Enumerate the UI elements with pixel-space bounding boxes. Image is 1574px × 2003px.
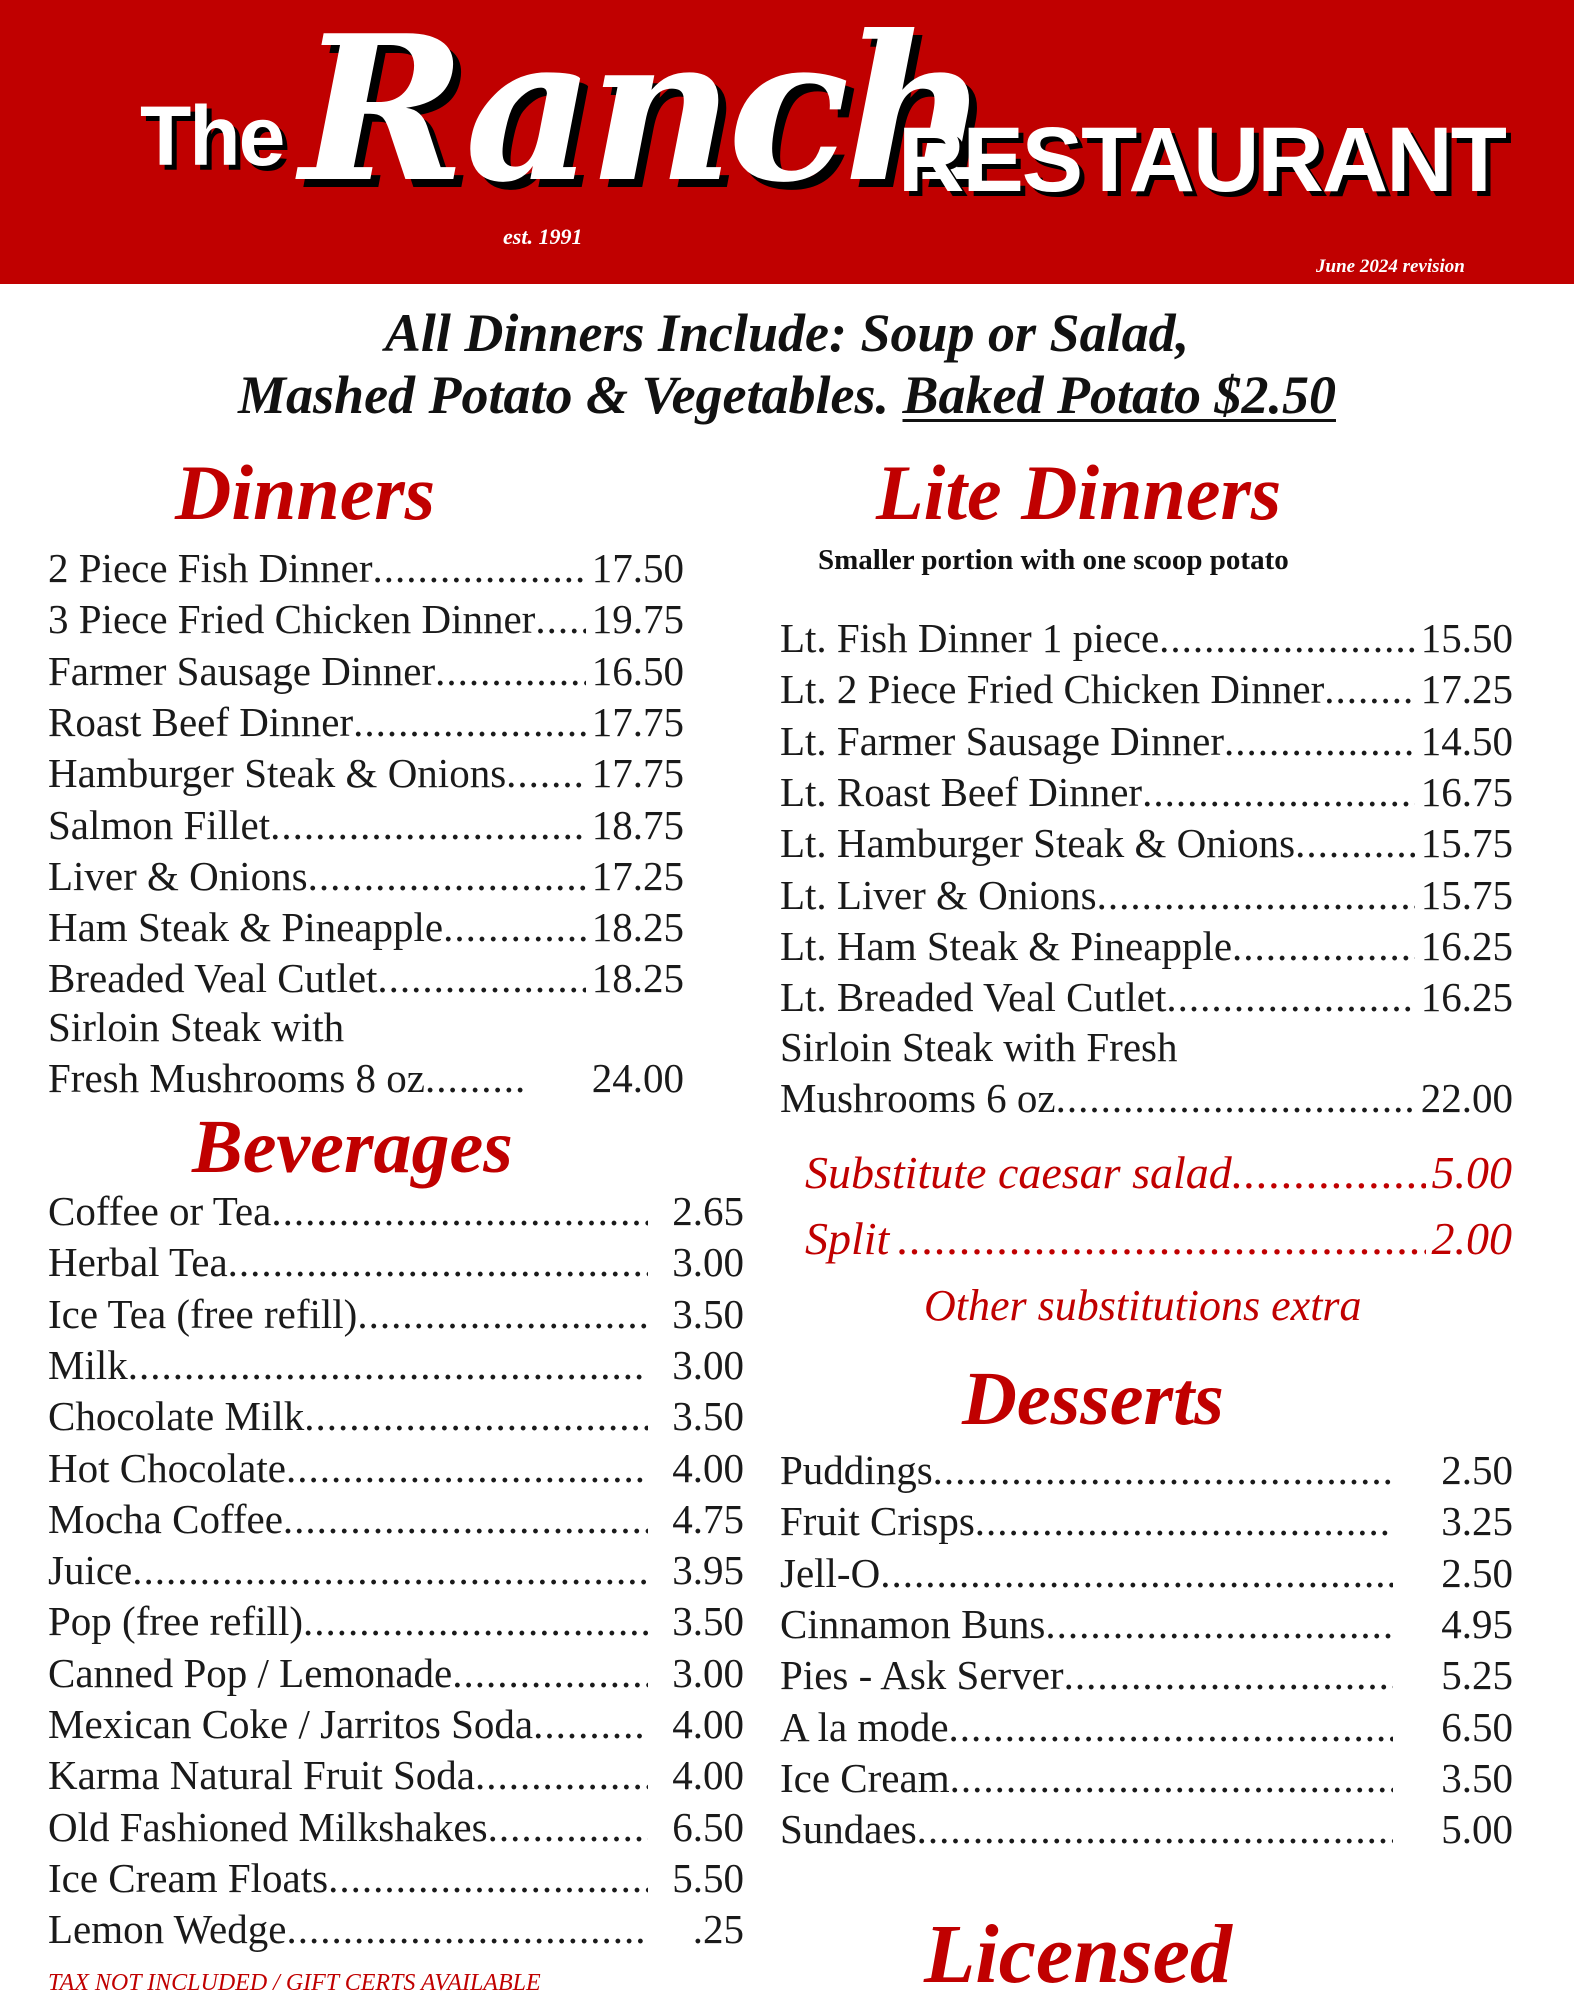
dinner-item-name: Ham Steak & Pineapple bbox=[48, 904, 444, 951]
dinner-item-name: Liver & Onions bbox=[48, 852, 308, 899]
beverage-item-price: 4.00 bbox=[672, 1701, 744, 1747]
lite-dinner-item-price: 16.25 bbox=[1420, 922, 1513, 969]
beverage-item-price: 3.50 bbox=[672, 1393, 744, 1440]
footer-note: TAX NOT INCLUDED / GIFT CERTS AVAILABLE bbox=[48, 1970, 541, 1996]
beverage-item-name: Karma Natural Fruit Soda bbox=[48, 1752, 475, 1799]
dinner-item-name: Breaded Veal Cutlet bbox=[48, 955, 378, 1002]
dinners-heading: Dinners bbox=[175, 449, 436, 536]
leader-dots bbox=[1045, 1599, 1393, 1650]
leader-dots bbox=[488, 1802, 648, 1853]
beverage-item-price: 4.75 bbox=[672, 1495, 744, 1542]
dessert-item bbox=[780, 1599, 1513, 1650]
split-name: Split bbox=[805, 1213, 890, 1264]
beverage-item-name: Ice Tea (free refill) bbox=[48, 1290, 358, 1337]
lite-sirloin-price: 22.00 bbox=[1420, 1075, 1513, 1121]
beverage-item-price: 3.50 bbox=[672, 1290, 744, 1337]
lite-dinner-item-name: Lt. Liver & Onions bbox=[780, 871, 1097, 918]
dinner-item-price: 17.75 bbox=[591, 750, 684, 797]
beverage-item-name: Coffee or Tea bbox=[48, 1188, 272, 1234]
beverage-item-name: Mocha Coffee bbox=[48, 1495, 283, 1542]
leader-dots bbox=[1166, 972, 1414, 1023]
lite-dinner-item-price: 15.75 bbox=[1420, 871, 1513, 918]
leader-dots bbox=[1232, 1145, 1426, 1201]
caesar-substitute-price: 5.00 bbox=[1431, 1147, 1512, 1198]
beverage-item bbox=[48, 1494, 744, 1545]
dessert-item-price: 3.25 bbox=[1441, 1498, 1513, 1545]
beverage-item-name: Lemon Wedge bbox=[48, 1906, 287, 1953]
dinner-item-price: 18.25 bbox=[591, 904, 684, 951]
dinner-item bbox=[48, 697, 684, 748]
leader-dots bbox=[425, 1053, 525, 1104]
leader-dots bbox=[533, 1699, 648, 1750]
includes-line-1: All Dinners Include: Soup or Salad, bbox=[384, 303, 1190, 363]
leader-dots bbox=[377, 953, 585, 1004]
beverage-item-name: Herbal Tea bbox=[48, 1239, 228, 1286]
dessert-item-name: Fruit Crisps bbox=[780, 1498, 975, 1545]
beverage-item-name: Hot Chocolate bbox=[48, 1444, 286, 1491]
leader-dots bbox=[353, 697, 586, 748]
baked-potato-note: Baked Potato $2.50 bbox=[902, 365, 1336, 425]
leader-dots bbox=[373, 543, 586, 594]
beverage-item-name: Old Fashioned Milkshakes bbox=[48, 1803, 488, 1850]
leader-dots bbox=[1324, 664, 1414, 715]
leader-dots bbox=[475, 1750, 648, 1801]
dinner-item bbox=[48, 800, 684, 851]
beverage-item-price: 4.00 bbox=[672, 1444, 744, 1491]
leader-dots bbox=[328, 1853, 648, 1904]
leader-dots bbox=[1224, 716, 1415, 767]
lite-sirloin-row bbox=[780, 1073, 1513, 1124]
leader-dots bbox=[357, 1289, 648, 1340]
other-substitutions-note: Other substitutions extra bbox=[924, 1281, 1362, 1330]
leader-dots bbox=[950, 1753, 1393, 1804]
beverage-item-price: 3.50 bbox=[672, 1598, 744, 1645]
beverage-item bbox=[48, 1545, 744, 1596]
dinner-item bbox=[48, 851, 684, 902]
leader-dots bbox=[1142, 767, 1415, 818]
dessert-item-price: 2.50 bbox=[1441, 1549, 1513, 1596]
dinner-item-price: 18.25 bbox=[591, 955, 684, 1002]
lite-dinner-item-name: Lt. 2 Piece Fried Chicken Dinner bbox=[780, 666, 1325, 713]
split-row bbox=[805, 1211, 1512, 1267]
lite-dinner-item-price: 16.25 bbox=[1420, 974, 1513, 1021]
beverage-item-name: Juice bbox=[48, 1547, 133, 1594]
dinner-item bbox=[48, 953, 684, 1004]
leader-dots bbox=[1056, 1073, 1415, 1124]
dinner-item-name: Hamburger Steak & Onions bbox=[48, 750, 507, 797]
beverage-item-name: Ice Cream Floats bbox=[48, 1854, 329, 1901]
lite-dinner-item bbox=[780, 818, 1513, 869]
lite-dinner-item bbox=[780, 767, 1513, 818]
lite-dinner-item-name: Lt. Breaded Veal Cutlet bbox=[780, 974, 1167, 1021]
licensed-sign: Licensed bbox=[924, 1908, 1232, 2001]
lite-dinner-item bbox=[780, 921, 1513, 972]
header-banner bbox=[0, 0, 1574, 284]
beverage-item bbox=[48, 1648, 744, 1699]
dinner-item-price: 17.50 bbox=[591, 545, 684, 591]
dinner-item bbox=[48, 543, 684, 594]
leader-dots bbox=[975, 1496, 1393, 1547]
dessert-item-name: Cinnamon Buns bbox=[780, 1600, 1046, 1647]
lite-dinner-item bbox=[780, 716, 1513, 767]
revision-date: June 2024 revision bbox=[1316, 256, 1465, 277]
dinner-item-name: Roast Beef Dinner bbox=[48, 698, 354, 745]
leader-dots bbox=[506, 748, 586, 799]
lite-dinner-item-price: 17.25 bbox=[1420, 666, 1513, 713]
lite-dinner-item-price: 15.50 bbox=[1420, 615, 1513, 661]
split-price: 2.00 bbox=[1431, 1213, 1512, 1264]
dessert-item-price: 5.00 bbox=[1441, 1806, 1513, 1853]
beverage-item bbox=[48, 1699, 744, 1750]
logo-ranch: Ranch bbox=[300, 0, 983, 227]
dessert-item-name: Ice Cream bbox=[780, 1754, 950, 1801]
dinner-item-name: 2 Piece Fish Dinner bbox=[48, 545, 373, 591]
beverages-heading: Beverages bbox=[192, 1105, 513, 1189]
lite-dinner-item bbox=[780, 972, 1513, 1023]
beverage-item bbox=[48, 1289, 744, 1340]
dinners-sirloin-name: Fresh Mushrooms 8 oz bbox=[48, 1055, 425, 1101]
beverage-item-price: 3.00 bbox=[672, 1341, 744, 1388]
lite-dinner-item bbox=[780, 870, 1513, 921]
lite-dinner-item-name: Lt. Fish Dinner 1 piece bbox=[780, 615, 1160, 661]
lite-dinner-item-name: Lt. Hamburger Steak & Onions bbox=[780, 820, 1296, 867]
beverage-item-price: 6.50 bbox=[672, 1803, 744, 1850]
beverage-item-price: 3.00 bbox=[672, 1649, 744, 1696]
dessert-item-name: Puddings bbox=[780, 1447, 933, 1493]
dinner-item-price: 16.50 bbox=[591, 647, 684, 694]
caesar-substitute-name: Substitute caesar salad bbox=[805, 1147, 1232, 1198]
dinner-item-price: 18.75 bbox=[591, 801, 684, 848]
dessert-item bbox=[780, 1445, 1513, 1496]
lite-dinner-item-price: 14.50 bbox=[1420, 717, 1513, 764]
leader-dots bbox=[128, 1340, 648, 1391]
leader-dots bbox=[308, 851, 586, 902]
leader-dots bbox=[286, 1904, 648, 1955]
beverage-item-price: 3.95 bbox=[672, 1547, 744, 1594]
leader-dots bbox=[304, 1391, 648, 1442]
lite-dinners-heading: Lite Dinners bbox=[876, 449, 1282, 536]
beverage-item bbox=[48, 1340, 744, 1391]
dinners-sirloin-price: 24.00 bbox=[591, 1055, 684, 1101]
dessert-item bbox=[780, 1804, 1513, 1855]
dinner-item-price: 19.75 bbox=[591, 596, 684, 643]
dessert-item-name: Sundaes bbox=[780, 1806, 917, 1853]
beverage-item-price: 2.65 bbox=[672, 1188, 744, 1234]
leader-dots bbox=[228, 1237, 648, 1288]
dessert-item bbox=[780, 1650, 1513, 1701]
beverage-item-price: 4.00 bbox=[672, 1752, 744, 1799]
logo-restaurant: RESTAURANT bbox=[898, 109, 1505, 211]
beverage-item bbox=[48, 1596, 744, 1647]
dessert-item bbox=[780, 1753, 1513, 1804]
leader-dots bbox=[443, 902, 586, 953]
leader-dots bbox=[949, 1702, 1393, 1753]
dinner-item-name: 3 Piece Fried Chicken Dinner bbox=[48, 596, 536, 643]
leader-dots bbox=[917, 1804, 1393, 1855]
beverage-item-price: 3.00 bbox=[672, 1239, 744, 1286]
leader-dots bbox=[271, 1186, 648, 1237]
beverage-item bbox=[48, 1853, 744, 1904]
dinner-item bbox=[48, 594, 684, 645]
beverage-item bbox=[48, 1802, 744, 1853]
caesar-substitute-row bbox=[805, 1145, 1512, 1201]
lite-dinner-item-name: Lt. Farmer Sausage Dinner bbox=[780, 717, 1225, 764]
leader-dots bbox=[933, 1445, 1393, 1496]
beverage-item-name: Chocolate Milk bbox=[48, 1393, 305, 1440]
beverage-item bbox=[48, 1186, 744, 1237]
leader-dots bbox=[889, 1211, 1425, 1267]
dessert-item-price: 5.25 bbox=[1441, 1652, 1513, 1699]
dinner-item-price: 17.75 bbox=[591, 698, 684, 745]
beverage-item bbox=[48, 1237, 744, 1288]
dinner-item-price: 17.25 bbox=[591, 852, 684, 899]
leader-dots bbox=[535, 594, 585, 645]
leader-dots bbox=[1295, 818, 1415, 869]
beverage-item-name: Pop (free refill) bbox=[48, 1598, 303, 1645]
dessert-item bbox=[780, 1702, 1513, 1753]
leader-dots bbox=[452, 1648, 648, 1699]
beverage-item-price: .25 bbox=[692, 1906, 744, 1953]
dinner-item-name: Farmer Sausage Dinner bbox=[48, 647, 436, 694]
dinner-item bbox=[48, 748, 684, 799]
dinners-sirloin-row bbox=[48, 1053, 684, 1104]
includes-line-2 bbox=[0, 364, 1574, 426]
leader-dots bbox=[132, 1545, 648, 1596]
dinner-item bbox=[48, 902, 684, 953]
beverage-item bbox=[48, 1750, 744, 1801]
leader-dots bbox=[286, 1443, 648, 1494]
lite-dinners-subtitle: Smaller portion with one scoop potato bbox=[818, 544, 1289, 576]
logo-established: est. 1991 bbox=[503, 224, 583, 249]
dessert-item-price: 2.50 bbox=[1441, 1447, 1513, 1493]
lite-dinner-item-name: Lt. Roast Beef Dinner bbox=[780, 768, 1143, 815]
dessert-item-price: 6.50 bbox=[1441, 1703, 1513, 1750]
dinner-item-name: Salmon Fillet bbox=[48, 801, 271, 848]
leader-dots bbox=[1064, 1650, 1393, 1701]
lite-dinner-item-name: Lt. Ham Steak & Pineapple bbox=[780, 922, 1233, 969]
leader-dots bbox=[1097, 870, 1415, 921]
lite-dinner-item-price: 15.75 bbox=[1420, 820, 1513, 867]
beverage-item-name: Milk bbox=[48, 1341, 128, 1388]
dessert-item-name: Pies - Ask Server bbox=[780, 1652, 1064, 1699]
lite-sirloin-line-1: Sirloin Steak with Fresh bbox=[780, 1024, 1178, 1070]
leader-dots bbox=[880, 1548, 1393, 1599]
logo-the: The bbox=[140, 89, 284, 183]
beverage-item-name: Canned Pop / Lemonade bbox=[48, 1649, 453, 1696]
beverage-item bbox=[48, 1904, 744, 1955]
dessert-item-name: Jell-O bbox=[780, 1549, 881, 1596]
dessert-item bbox=[780, 1496, 1513, 1547]
includes-line-2-plain: Mashed Potato & Vegetables. bbox=[238, 365, 889, 425]
lite-dinner-item bbox=[780, 613, 1513, 664]
leader-dots bbox=[1232, 921, 1415, 972]
dinners-sirloin-line-1: Sirloin Steak with bbox=[48, 1004, 345, 1050]
lite-dinner-item bbox=[780, 664, 1513, 715]
leader-dots bbox=[435, 646, 586, 697]
leader-dots bbox=[1159, 613, 1415, 664]
beverage-item bbox=[48, 1443, 744, 1494]
desserts-heading: Desserts bbox=[962, 1357, 1224, 1441]
lite-sirloin-name: Mushrooms 6 oz bbox=[780, 1075, 1056, 1121]
beverage-item bbox=[48, 1391, 744, 1442]
dessert-item-price: 4.95 bbox=[1441, 1600, 1513, 1647]
dessert-item-name: A la mode bbox=[780, 1703, 949, 1750]
beverage-item-price: 5.50 bbox=[672, 1854, 744, 1901]
leader-dots bbox=[283, 1494, 648, 1545]
dessert-item-price: 3.50 bbox=[1441, 1754, 1513, 1801]
dinner-item bbox=[48, 646, 684, 697]
leader-dots bbox=[270, 800, 586, 851]
beverage-item-name: Mexican Coke / Jarritos Soda bbox=[48, 1701, 534, 1747]
lite-dinner-item-price: 16.75 bbox=[1420, 768, 1513, 815]
leader-dots bbox=[303, 1596, 648, 1647]
dessert-item bbox=[780, 1548, 1513, 1599]
